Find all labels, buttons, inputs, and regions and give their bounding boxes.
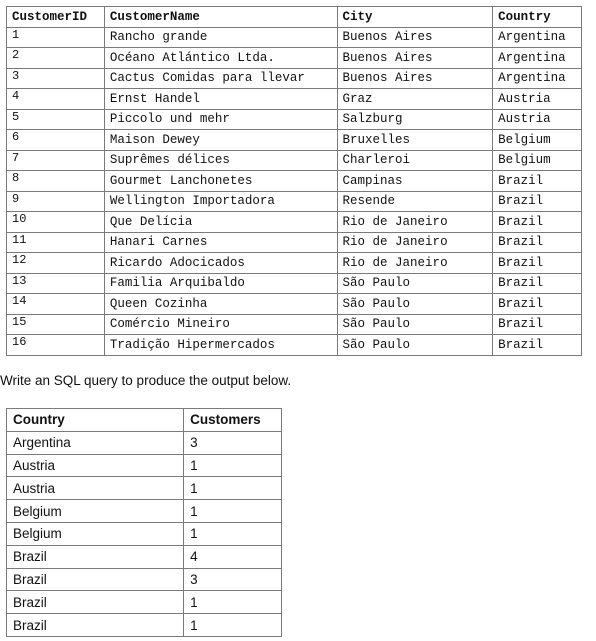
result-table-header-row: [7, 409, 282, 432]
customers-table-row: [7, 68, 582, 89]
customers-table-cell: Wellington Importadora: [104, 191, 337, 212]
customers-table-cell: 6: [7, 130, 105, 151]
customers-table-cell: 11: [7, 232, 105, 253]
result-table-cell: 3: [184, 431, 282, 454]
customers-table-cell: Salzburg: [337, 109, 493, 130]
result-table-cell: 3: [184, 568, 282, 591]
customers-table-cell: Brazil: [493, 314, 582, 335]
customers-table-cell: Graz: [337, 89, 493, 110]
customers-table-cell: Charleroi: [337, 150, 493, 171]
customers-table-row: [7, 335, 582, 356]
customers-table-cell: Familia Arquibaldo: [104, 273, 337, 294]
result-table-column-header: Country: [7, 409, 184, 432]
customers-table-row: [7, 212, 582, 233]
customers-table-row: [7, 232, 582, 253]
customers-table-cell: Argentina: [493, 27, 582, 48]
result-table-cell: Brazil: [7, 545, 184, 568]
result-table-row: [7, 591, 282, 614]
result-table-cell: Belgium: [7, 522, 184, 545]
customers-table-cell: Belgium: [493, 150, 582, 171]
customers-table-cell: Maison Dewey: [104, 130, 337, 151]
customers-table-row: [7, 150, 582, 171]
customers-table-cell: Campinas: [337, 171, 493, 192]
customers-table-cell: Océano Atlántico Ltda.: [104, 48, 337, 69]
question-text: Write an SQL query to produce the output below.: [0, 373, 292, 388]
result-table-row: [7, 568, 282, 591]
customers-table-cell: Resende: [337, 191, 493, 212]
result-table-column-header: Customers: [184, 409, 282, 432]
result-table-body: [7, 431, 282, 636]
customers-table-header-row: [7, 7, 582, 28]
customers-table-cell: Queen Cozinha: [104, 294, 337, 315]
customers-table-row: [7, 273, 582, 294]
result-table-cell: Austria: [7, 477, 184, 500]
customers-table-cell: Austria: [493, 109, 582, 130]
customers-table-cell: Rio de Janeiro: [337, 212, 493, 233]
customers-table-cell: 5: [7, 109, 105, 130]
result-table-cell: Argentina: [7, 431, 184, 454]
customers-table-cell: 15: [7, 314, 105, 335]
customers-table-cell: Belgium: [493, 130, 582, 151]
result-table-cell: 1: [184, 454, 282, 477]
customers-table-column-header: City: [337, 7, 493, 28]
customers-table-cell: Brazil: [493, 212, 582, 233]
customers-table-cell: Brazil: [493, 232, 582, 253]
customers-table-row: [7, 191, 582, 212]
customers-table-cell: Suprêmes délices: [104, 150, 337, 171]
customers-table-cell: Rio de Janeiro: [337, 253, 493, 274]
customers-table-cell: Buenos Aires: [337, 48, 493, 69]
customers-table-cell: Comércio Mineiro: [104, 314, 337, 335]
result-table-row: [7, 500, 282, 523]
customers-table-cell: 9: [7, 191, 105, 212]
customers-table-cell: Piccolo und mehr: [104, 109, 337, 130]
customers-table-cell: 13: [7, 273, 105, 294]
customers-table-cell: 14: [7, 294, 105, 315]
result-table-cell: 1: [184, 522, 282, 545]
result-table-row: [7, 522, 282, 545]
customers-table-cell: 1: [7, 27, 105, 48]
customers-table-row: [7, 109, 582, 130]
result-table-header: [7, 409, 282, 432]
customers-table-cell: Brazil: [493, 253, 582, 274]
customers-table-cell: 2: [7, 48, 105, 69]
customers-table-row: [7, 171, 582, 192]
customers-table-cell: Que Delícia: [104, 212, 337, 233]
customers-table-cell: 4: [7, 89, 105, 110]
result-table-row: [7, 477, 282, 500]
customers-table-cell: 10: [7, 212, 105, 233]
customers-table-row: [7, 253, 582, 274]
customers-table-row: [7, 314, 582, 335]
result-table-cell: 1: [184, 500, 282, 523]
customers-table-column-header: CustomerName: [104, 7, 337, 28]
result-table-cell: 1: [184, 477, 282, 500]
result-table: [6, 408, 282, 637]
result-table-cell: Brazil: [7, 568, 184, 591]
customers-table-cell: Bruxelles: [337, 130, 493, 151]
customers-table-cell: São Paulo: [337, 314, 493, 335]
customers-table-cell: 3: [7, 68, 105, 89]
customers-table-cell: Tradição Hipermercados: [104, 335, 337, 356]
customers-table-row: [7, 89, 582, 110]
result-table-row: [7, 545, 282, 568]
customers-table-cell: Ricardo Adocicados: [104, 253, 337, 274]
result-table-cell: 1: [184, 614, 282, 637]
result-table-row: [7, 614, 282, 637]
customers-table-column-header: CustomerID: [7, 7, 105, 28]
customers-table-cell: Ernst Handel: [104, 89, 337, 110]
result-table-cell: Brazil: [7, 614, 184, 637]
result-table-cell: Austria: [7, 454, 184, 477]
customers-table-cell: 12: [7, 253, 105, 274]
customers-table-cell: 7: [7, 150, 105, 171]
customers-table-cell: Cactus Comidas para llevar: [104, 68, 337, 89]
customers-table-row: [7, 48, 582, 69]
customers-table-cell: Rio de Janeiro: [337, 232, 493, 253]
customers-table-cell: Brazil: [493, 335, 582, 356]
customers-table-cell: Brazil: [493, 191, 582, 212]
result-table-row: [7, 431, 282, 454]
customers-table-cell: Austria: [493, 89, 582, 110]
customers-table-cell: São Paulo: [337, 273, 493, 294]
customers-table-cell: Rancho grande: [104, 27, 337, 48]
customers-table-cell: Buenos Aires: [337, 68, 493, 89]
customers-table-cell: 8: [7, 171, 105, 192]
customers-table-cell: Brazil: [493, 273, 582, 294]
customers-table-row: [7, 294, 582, 315]
customers-table: [6, 6, 582, 356]
customers-table-cell: Hanari Carnes: [104, 232, 337, 253]
customers-table-row: [7, 130, 582, 151]
customers-table-cell: São Paulo: [337, 335, 493, 356]
result-table-cell: Belgium: [7, 500, 184, 523]
result-table-row: [7, 454, 282, 477]
customers-table-body: [7, 27, 582, 355]
customers-table-column-header: Country: [493, 7, 582, 28]
customers-table-cell: Gourmet Lanchonetes: [104, 171, 337, 192]
customers-table-cell: Brazil: [493, 171, 582, 192]
result-table-cell: 4: [184, 545, 282, 568]
result-table-cell: Brazil: [7, 591, 184, 614]
customers-table-cell: 16: [7, 335, 105, 356]
customers-table-cell: Argentina: [493, 68, 582, 89]
customers-table-header: [7, 7, 582, 28]
result-table-cell: 1: [184, 591, 282, 614]
customers-table-row: [7, 27, 582, 48]
customers-table-cell: Brazil: [493, 294, 582, 315]
customers-table-cell: Buenos Aires: [337, 27, 493, 48]
customers-table-cell: São Paulo: [337, 294, 493, 315]
customers-table-cell: Argentina: [493, 48, 582, 69]
